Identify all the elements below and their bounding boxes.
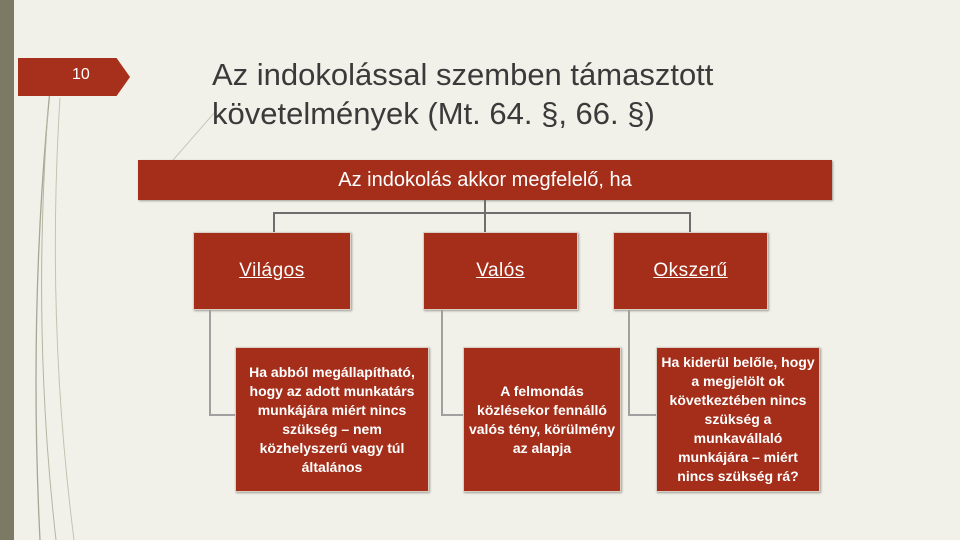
diagram-root-box: Az indokolás akkor megfelelő, ha xyxy=(138,160,832,200)
slide-title: Az indokolással szemben támasztott követelmények (Mt. 64. §, 66. §) xyxy=(212,57,714,131)
connector-okszeru-vertical xyxy=(628,310,630,416)
node-valos: Valós xyxy=(423,232,578,310)
connector-vilagos-vertical xyxy=(209,310,211,416)
slide-number: 10 xyxy=(72,66,90,83)
detail-okszeru: Ha kiderül belőle, hogy a megjelölt ok következtében nincs szükség a munkavállaló munkájára – miért nincs szükség rá? xyxy=(656,347,820,492)
node-vilagos: Világos xyxy=(193,232,351,310)
connector-drop-3 xyxy=(689,212,691,232)
detail-valos: A felmondás közlésekor fennálló valós tény, körülmény az alapja xyxy=(463,347,621,492)
detail-vilagos: Ha abból megállapítható, hogy az adott munkatárs munkájára miért nincs szükség – nem közhelyszerű vagy túl általános xyxy=(235,347,429,492)
connector-valos-horizontal xyxy=(441,414,463,416)
connector-valos-vertical xyxy=(441,310,443,416)
connector-drop-1 xyxy=(273,212,275,232)
connector-vilagos-horizontal xyxy=(209,414,235,416)
connector-horizontal xyxy=(273,212,691,214)
connector-okszeru-horizontal xyxy=(628,414,656,416)
node-okszeru: Okszerű xyxy=(613,232,768,310)
connector-drop-2 xyxy=(484,212,486,232)
connector-root-down xyxy=(484,200,486,212)
